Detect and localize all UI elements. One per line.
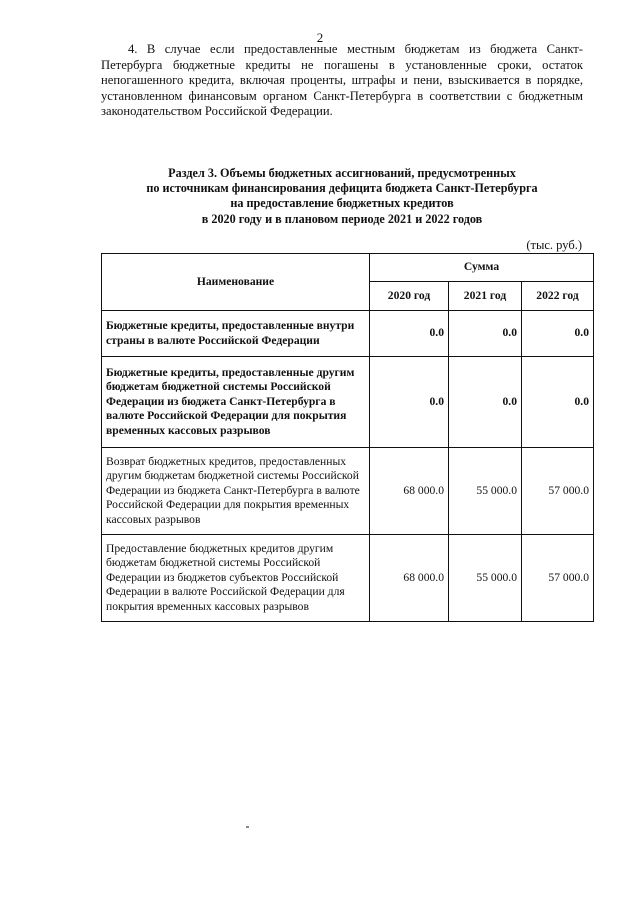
table-row — [102, 311, 594, 357]
value-2022: 0.0 — [522, 311, 594, 357]
section-heading-line-3: на предоставление бюджетных кредитов — [230, 196, 454, 211]
table-row — [102, 357, 594, 448]
scan-speck — [246, 826, 249, 828]
value-2020: 68 000.0 — [370, 448, 449, 535]
section-heading-line-4: в 2020 году и в плановом периоде 2021 и 2022 годов — [201, 211, 483, 226]
table-row — [102, 535, 594, 622]
value-2021: 55 000.0 — [449, 448, 522, 535]
table-row — [102, 448, 594, 535]
column-header-name: Наименование — [102, 254, 370, 311]
value-2020: 68 000.0 — [370, 535, 449, 622]
row-name: Предоставление бюджетных кредитов другим бюджетам бюджетной системы Российской Федерации из бюджетов субъектов Российской Федерации в валюте Российской Федерации для покрытия временных кассовых разрывов — [102, 535, 370, 622]
row-name: Бюджетные кредиты, предоставленные другим бюджетам бюджетной системы Российской Федерации из бюджета Санкт-Петербурга в валюте Российской Федерации для покрытия временных кассовых разрывов — [102, 357, 370, 448]
section-heading-line-2: по источникам финансирования дефицита бюджета Санкт-Петербурга — [146, 181, 538, 196]
section-heading-line-1: Раздел 3. Объемы бюджетных ассигнований, предусмотренных — [168, 166, 516, 180]
column-header-2021: 2021 год — [449, 282, 522, 311]
value-2021: 0.0 — [449, 311, 522, 357]
budget-credits-table — [101, 253, 594, 622]
paragraph-repayment-clause: 4. В случае если предоставленные местным бюджетам из бюджета Санкт-Петербурга бюджетные кредиты не погашены в установленные сроки, остаток непогашенного кредита, включая проценты, штрафы и пени, взыскивается в порядке, установленном финансовым органом Санкт-Петербурга в соответствии с бюджетным законодательством Российской Федерации. — [101, 42, 583, 118]
row-name: Бюджетные кредиты, предоставленные внутри страны в валюте Российской Федерации — [102, 311, 370, 357]
page-number: 2 — [316, 30, 324, 45]
value-2022: 57 000.0 — [522, 535, 594, 622]
value-2022: 57 000.0 — [522, 448, 594, 535]
column-header-2020: 2020 год — [370, 282, 449, 311]
column-header-sum: Сумма — [370, 254, 594, 282]
value-2022: 0.0 — [522, 357, 594, 448]
unit-label: (тыс. руб.) — [526, 238, 582, 252]
value-2021: 55 000.0 — [449, 535, 522, 622]
value-2020: 0.0 — [370, 357, 449, 448]
column-header-2022: 2022 год — [522, 282, 594, 311]
row-name: Возврат бюджетных кредитов, предоставленных другим бюджетам бюджетной системы Российской Федерации из бюджета Санкт-Петербурга в валюте Российской Федерации для покрытия временных кассовых разрывов — [102, 448, 370, 535]
value-2021: 0.0 — [449, 357, 522, 448]
value-2020: 0.0 — [370, 311, 449, 357]
section-heading — [101, 166, 583, 227]
